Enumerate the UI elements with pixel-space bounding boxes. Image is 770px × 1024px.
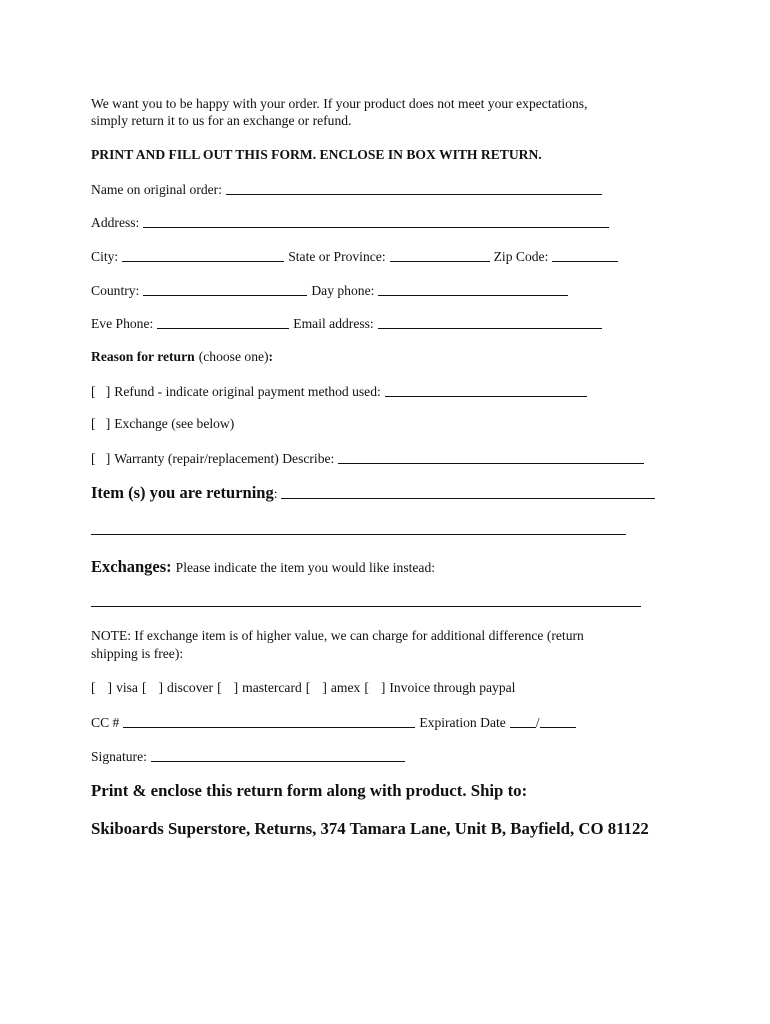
country-row bbox=[91, 281, 572, 300]
address-label: Address: bbox=[91, 215, 140, 230]
cc-label: CC # bbox=[91, 715, 120, 730]
cc-number-field[interactable] bbox=[123, 714, 415, 728]
exchange-checkbox[interactable]: [ ] bbox=[91, 416, 111, 431]
ship-address: Skiboards Superstore, Returns, 374 Tamara Lane, Unit B, Bayfield, CO 81122 bbox=[91, 819, 649, 838]
reason-heading-colon: : bbox=[268, 349, 274, 364]
evephone-field[interactable] bbox=[157, 315, 289, 329]
warranty-describe-field[interactable] bbox=[338, 450, 644, 464]
city-field[interactable] bbox=[122, 248, 284, 262]
exp-year-field[interactable] bbox=[540, 714, 576, 728]
discover-label: discover bbox=[167, 680, 214, 695]
intro-line-1: We want you to be happy with your order. If your product does not meet your expectations, bbox=[91, 96, 588, 111]
refund-checkbox[interactable]: [ ] bbox=[91, 384, 111, 399]
signature-field[interactable] bbox=[151, 748, 405, 762]
exchanges-heading: Exchanges: bbox=[91, 557, 172, 576]
form-instruction: PRINT AND FILL OUT THIS FORM. ENCLOSE IN BOX WITH RETURN. bbox=[91, 147, 542, 162]
refund-method-field[interactable] bbox=[385, 383, 587, 397]
name-label: Name on original order: bbox=[91, 182, 222, 197]
visa-checkbox[interactable]: [ ] bbox=[91, 680, 113, 695]
items-heading: Item (s) you are returning bbox=[91, 483, 274, 502]
exchange-label: Exchange (see below) bbox=[114, 416, 235, 431]
exchanges-row bbox=[91, 558, 435, 577]
visa-label: visa bbox=[116, 680, 138, 695]
paypal-label: Invoice through paypal bbox=[389, 680, 516, 695]
city-row bbox=[91, 247, 622, 266]
dayphone-field[interactable] bbox=[378, 282, 568, 296]
payment-options-row bbox=[91, 679, 515, 697]
warranty-row bbox=[91, 449, 648, 468]
mastercard-checkbox[interactable]: [ ] bbox=[217, 680, 239, 695]
reason-heading bbox=[91, 348, 273, 366]
mastercard-label: mastercard bbox=[242, 680, 302, 695]
exchange-item-field[interactable] bbox=[91, 606, 641, 607]
exp-label: Expiration Date bbox=[419, 715, 506, 730]
reason-heading-text: Reason for return bbox=[91, 349, 195, 364]
country-label: Country: bbox=[91, 283, 140, 298]
state-field[interactable] bbox=[390, 248, 490, 262]
paypal-checkbox[interactable]: [ ] bbox=[364, 680, 386, 695]
discover-checkbox[interactable]: [ ] bbox=[141, 680, 164, 695]
intro-line-2: simply return it to us for an exchange or refund. bbox=[91, 113, 352, 128]
amex-checkbox[interactable]: [ ] bbox=[305, 680, 327, 695]
warranty-checkbox[interactable]: [ ] bbox=[91, 451, 111, 466]
exchanges-note: Please indicate the item you would like instead: bbox=[175, 560, 436, 575]
signature-row bbox=[91, 747, 409, 766]
items-field[interactable] bbox=[281, 485, 655, 499]
email-label: Email address: bbox=[293, 316, 374, 331]
reason-heading-note: (choose one) bbox=[198, 349, 269, 364]
items-row bbox=[91, 484, 659, 503]
state-label: State or Province: bbox=[288, 249, 386, 264]
note-line-1: NOTE: If exchange item is of higher value, we can charge for additional difference (return bbox=[91, 628, 584, 643]
note-line-2: shipping is free): bbox=[91, 646, 184, 661]
exchange-row bbox=[91, 415, 234, 433]
dayphone-label: Day phone: bbox=[311, 283, 375, 298]
zip-field[interactable] bbox=[552, 248, 618, 262]
evephone-label: Eve Phone: bbox=[91, 316, 154, 331]
exp-separator: / bbox=[535, 715, 540, 730]
address-row bbox=[91, 213, 613, 232]
zip-label: Zip Code: bbox=[493, 249, 549, 264]
country-field[interactable] bbox=[143, 282, 307, 296]
name-field[interactable] bbox=[226, 181, 602, 195]
address-field[interactable] bbox=[143, 214, 609, 228]
items-colon: : bbox=[273, 486, 278, 501]
amex-label: amex bbox=[330, 680, 361, 695]
items-field-line-2[interactable] bbox=[91, 534, 626, 535]
refund-row bbox=[91, 382, 591, 401]
evephone-row bbox=[91, 314, 606, 333]
refund-label: Refund - indicate original payment method used: bbox=[114, 384, 381, 399]
warranty-label: Warranty (repair/replacement) Describe: bbox=[114, 451, 335, 466]
exp-month-field[interactable] bbox=[510, 714, 536, 728]
signature-label: Signature: bbox=[91, 749, 147, 764]
ship-instruction: Print & enclose this return form along with product. Ship to: bbox=[91, 781, 528, 800]
name-row bbox=[91, 180, 606, 199]
cc-row bbox=[91, 713, 580, 732]
email-field[interactable] bbox=[378, 315, 602, 329]
city-label: City: bbox=[91, 249, 119, 264]
